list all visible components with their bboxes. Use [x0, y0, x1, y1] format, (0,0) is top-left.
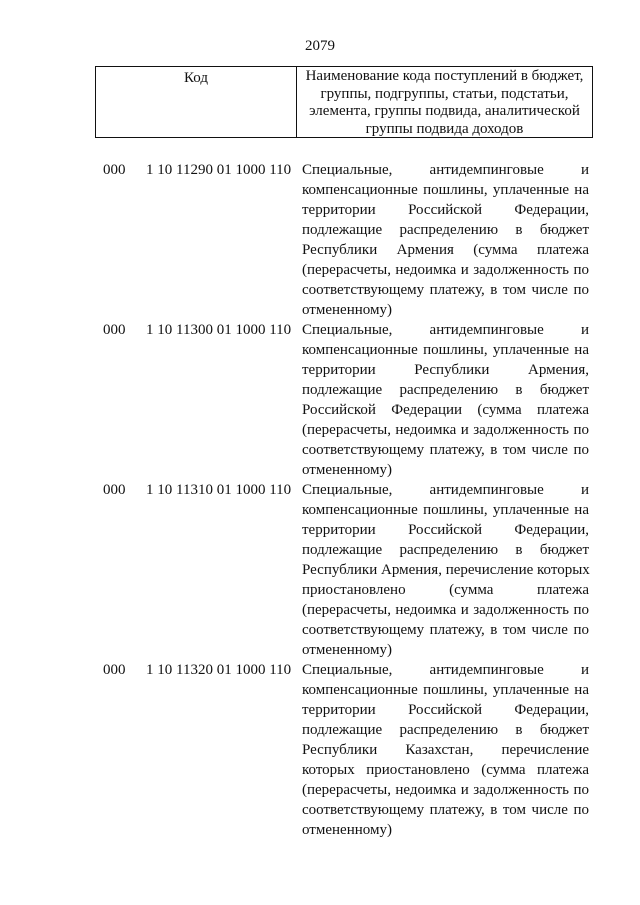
description-line: подлежащие распределению в бюджет [302, 222, 589, 238]
header-name-line: Наименование кода поступлений в бюджет, [305, 68, 584, 84]
header-name-line: группы подвида доходов [365, 120, 524, 137]
row-admin-code: 000 [103, 322, 126, 338]
description-line: подлежащие распределению в бюджет [302, 722, 589, 738]
row-admin-code: 000 [103, 482, 126, 498]
table-row [0, 480, 640, 660]
row-description [302, 480, 589, 660]
row-revenue-code: 1 10 11300 01 1000 110 [146, 322, 292, 338]
row-admin-code: 000 [103, 662, 126, 678]
description-line: которых приостановлено (сумма платежа [302, 762, 589, 778]
description-line: территории Российской Федерации, [302, 702, 589, 718]
description-line: соответствующему платежу, в том числе по [302, 282, 589, 298]
description-line: (перерасчеты, недоимка и задолженность по [302, 262, 589, 278]
description-line: Специальные, антидемпинговые и [302, 322, 589, 338]
description-line: (перерасчеты, недоимка и задолженность по [302, 602, 589, 618]
description-line: компенсационные пошлины, уплаченные на [302, 342, 589, 358]
table-row [0, 160, 640, 320]
description-line: территории Республики Армения, [302, 362, 589, 378]
page-number: 2079 [305, 38, 335, 54]
description-line: компенсационные пошлины, уплаченные на [302, 182, 589, 198]
description-line: Республики Армения (сумма платежа [302, 242, 589, 258]
table-body [0, 160, 640, 840]
description-line: отмененному) [302, 822, 392, 838]
description-line: компенсационные пошлины, уплаченные на [302, 682, 589, 698]
description-line: Специальные, антидемпинговые и [302, 162, 589, 178]
row-description [302, 660, 589, 840]
description-line: (перерасчеты, недоимка и задолженность по [302, 782, 589, 798]
description-line: соответствующему платежу, в том числе по [302, 802, 589, 818]
description-line: отмененному) [302, 642, 392, 658]
description-line: Специальные, антидемпинговые и [302, 482, 589, 498]
row-revenue-code: 1 10 11290 01 1000 110 [146, 162, 292, 178]
description-line: территории Российской Федерации, [302, 522, 589, 538]
description-line: соответствующему платежу, в том числе по [302, 442, 589, 458]
description-line: Республики Армения, перечисление которых [302, 562, 590, 578]
description-line: (перерасчеты, недоимка и задолженность по [302, 422, 589, 438]
header-name-line: элемента, группы подвида, аналитической [309, 103, 580, 119]
description-line: приостановлено (сумма платежа [302, 582, 589, 598]
row-description [302, 320, 589, 480]
row-admin-code: 000 [103, 162, 126, 178]
table-row [0, 660, 640, 840]
description-line: отмененному) [302, 302, 392, 318]
description-line: территории Российской Федерации, [302, 202, 589, 218]
description-line: подлежащие распределению в бюджет [302, 382, 589, 398]
row-revenue-code: 1 10 11320 01 1000 110 [146, 662, 292, 678]
description-line: подлежащие распределению в бюджет [302, 542, 589, 558]
header-name-line: группы, подгруппы, статьи, подстатьи, [320, 85, 569, 102]
description-line: Специальные, антидемпинговые и [302, 662, 589, 678]
row-description [302, 160, 589, 320]
table-row [0, 320, 640, 480]
table-header [95, 66, 593, 138]
description-line: соответствующему платежу, в том числе по [302, 622, 589, 638]
description-line: отмененному) [302, 462, 392, 478]
description-line: Республики Казахстан, перечисление [302, 742, 589, 758]
description-line: компенсационные пошлины, уплаченные на [302, 502, 589, 518]
description-line: Российской Федерации (сумма платежа [302, 402, 589, 418]
row-revenue-code: 1 10 11310 01 1000 110 [146, 482, 292, 498]
header-code-cell: Код [96, 67, 297, 137]
header-name-cell [297, 67, 592, 137]
